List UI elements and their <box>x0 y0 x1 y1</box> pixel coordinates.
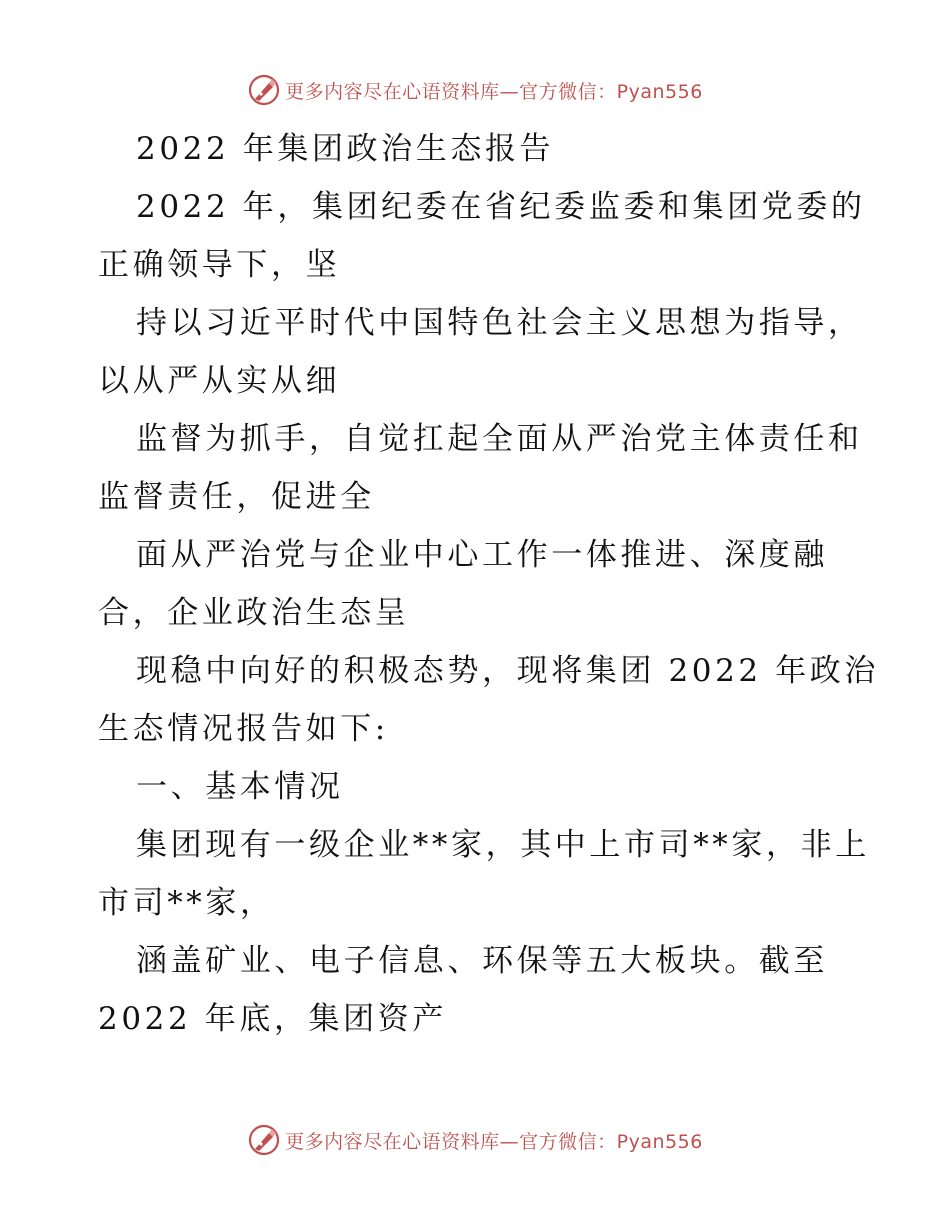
watermark-text: 更多内容尽在心语资料库—官方微信：Pyan556 <box>285 80 703 103</box>
paragraph-line: 市司**家， <box>98 885 275 921</box>
paragraph-line: 集团现有一级企业**家，其中上市司**家，非上 <box>136 827 870 863</box>
section-heading: 一、基本情况 <box>136 769 344 805</box>
paragraph-line: 面从严治党与企业中心工作一体推进、深度融 <box>136 537 828 573</box>
paragraph-line: 以从严从实从细 <box>98 363 341 399</box>
paragraph-line: 生态情况报告如下: <box>98 711 389 747</box>
pen-nib-logo-icon <box>247 1123 281 1157</box>
paragraph-line: 正确领导下，坚 <box>98 247 341 283</box>
paragraph-line: 合，企业政治生态呈 <box>98 595 410 631</box>
paragraph-line: 2022 年底，集团资产 <box>98 1001 447 1037</box>
paragraph-line: 持以习近平时代中国特色社会主义思想为指导， <box>136 305 863 341</box>
paragraph-line: 监督责任，促进全 <box>98 479 375 515</box>
watermark-text: 更多内容尽在心语资料库—官方微信：Pyan556 <box>285 1130 703 1153</box>
header-watermark <box>0 70 950 110</box>
paragraph-line: 现稳中向好的积极态势，现将集团 2022 年政治 <box>136 653 879 689</box>
paragraph-line: 监督为抓手，自觉扛起全面从严治党主体责任和 <box>136 421 863 457</box>
document-title: 2022 年集团政治生态报告 <box>136 131 555 167</box>
footer-watermark <box>0 1120 950 1160</box>
paragraph-line: 2022 年，集团纪委在省纪委监委和集团党委的 <box>136 189 866 225</box>
paragraph-line: 涵盖矿业、电子信息、环保等五大板块。截至 <box>136 943 828 979</box>
pen-nib-logo-icon <box>247 73 281 107</box>
document-body <box>98 120 879 1048</box>
